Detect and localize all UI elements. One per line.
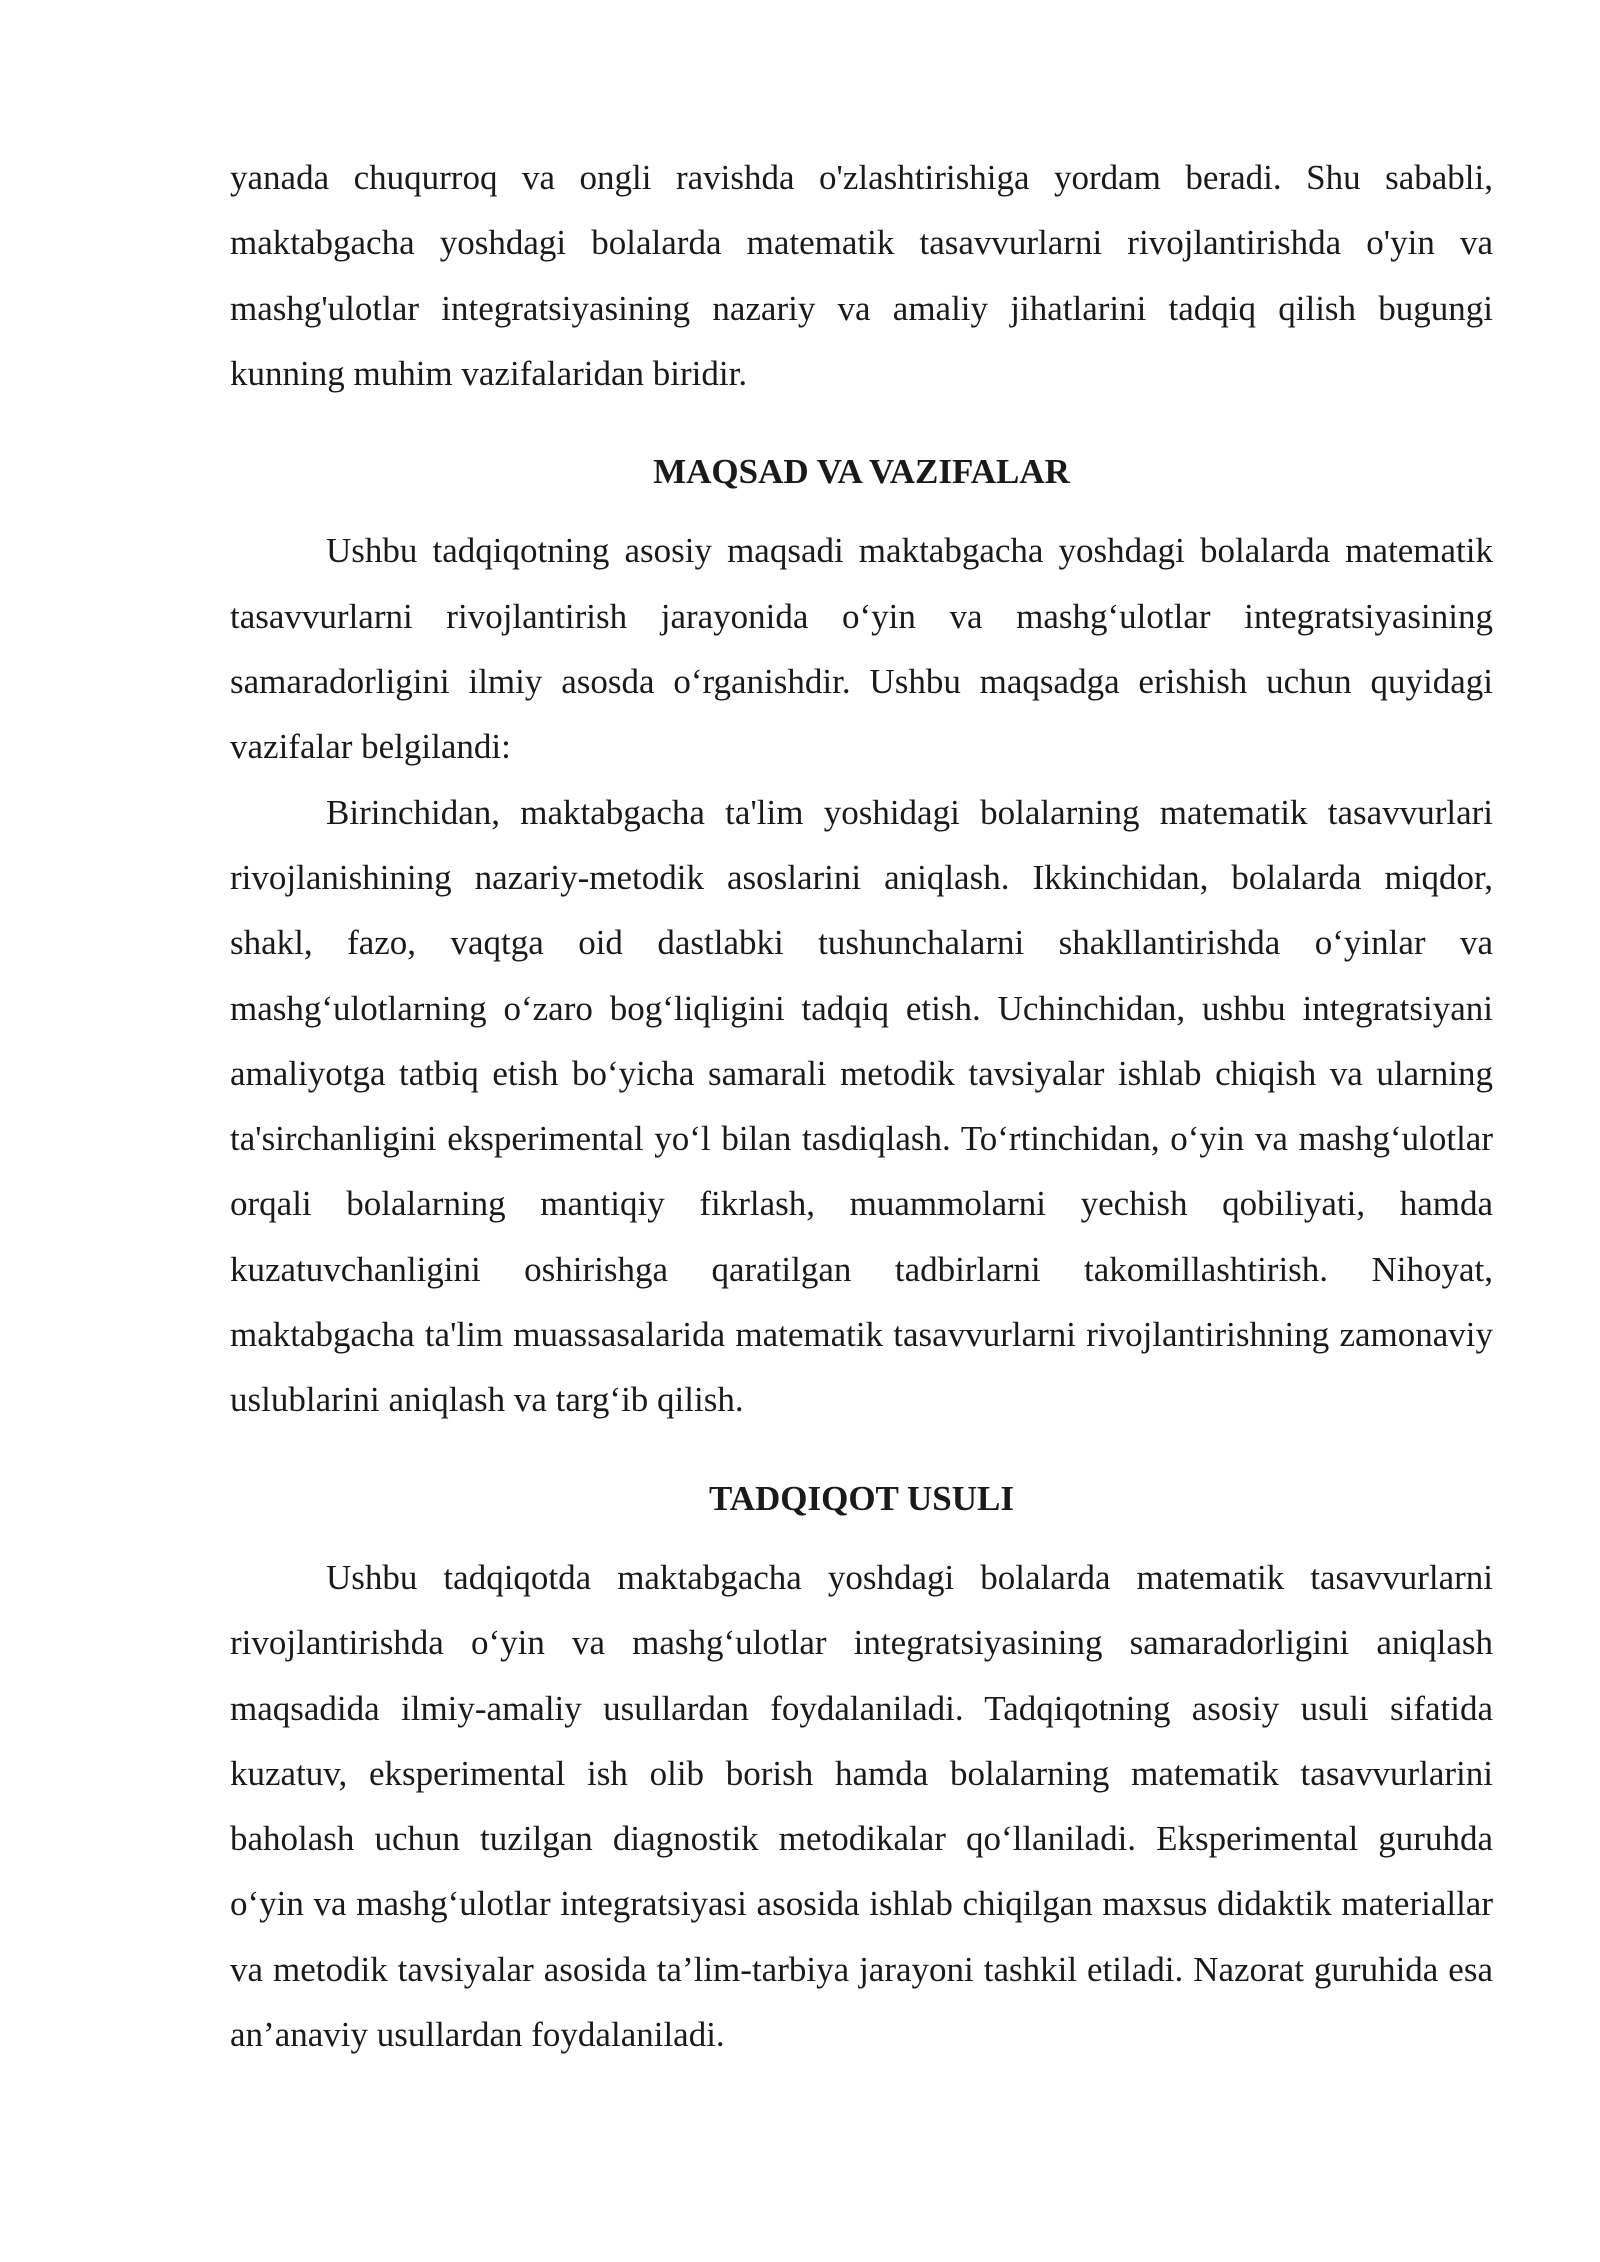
section2-paragraph-1: Ushbu tadqiqotda maktabgacha yoshdagi bolalarda matematik tasavvurlarni rivojlantirishda o‘yin va mashg‘ulotlar integratsiyasining samaradorligini aniqlash maqsadida ilmiy-amaliy usullardan foydalaniladi. Tadqiqotning asosiy usuli sifatida kuzatuv, eksperimental ish olib borish hamda bolalarning matematik tasavvurlarini baholash uchun tuzilgan diagnostik metodikalar qo‘llaniladi. Eksperimental guruhda o‘yin va mashg‘ulotlar integratsiyasi asosida ishlab chiqilgan maxsus didaktik materiallar va metodik tavsiyalar asosida ta’lim-tarbiya jarayoni tashkil etiladi. Nazorat guruhida esa an’anaviy usullardan foydalaniladi. [230,1557,1493,2055]
section-heading-usul: TADQIQOT USULI [708,1478,1015,1518]
section-heading-maqsad: MAQSAD VA VAZIFALAR [653,452,1070,492]
document-page [230,145,1493,2067]
section1-paragraph-2: Birinchidan, maktabgacha ta'lim yoshidagi bolalarning matematik tasavvurlari rivojlanishining nazariy-metodik asoslarini aniqlash. Ikkinchidan, bolalarda miqdor, shakl, fazo, vaqtga oid dastlabki tushunchalarni shakllantirishda o‘yinlar va mashg‘ulotlarning o‘zaro bog‘liqligini tadqiq etish. Uchinchidan, ushbu integratsiyani amaliyotga tatbiq etish bo‘yicha samarali metodik tavsiyalar ishlab chiqish va ularning ta'sirchanligini eksperimental yo‘l bilan tasdiqlash. To‘rtinchidan, o‘yin va mashg‘ulotlar orqali bolalarning mantiqiy fikrlash, muammolarni yechish qobiliyati, hamda kuzatuvchanligini oshirishga qaratilgan tadbirlarni takomillashtirish. Nihoyat, maktabgacha ta'lim muassasalarida matematik tasavvurlarni rivojlantirishning zamonaviy uslublarini aniqlash va targ‘ib qilish. [230,792,1493,1420]
intro-paragraph: yanada chuqurroq va ongli ravishda o'zlashtirishiga yordam beradi. Shu sababli, maktabgacha yoshdagi bolalarda matematik tasavvurlarni rivojlantirishda o'yin va mashg'ulotlar integratsiyasining nazariy va amaliy jihatlarini tadqiq qilish bugungi kunning muhim vazifalaridan biridir. [230,158,1493,393]
section1-paragraph-1: Ushbu tadqiqotning asosiy maqsadi maktabgacha yoshdagi bolalarda matematik tasavvurlarni rivojlantirish jarayonida o‘yin va mashg‘ulotlar integratsiyasining samaradorligini ilmiy asosda o‘rganishdir. Ushbu maqsadga erishish uchun quyidagi vazifalar belgilandi: [230,531,1493,767]
